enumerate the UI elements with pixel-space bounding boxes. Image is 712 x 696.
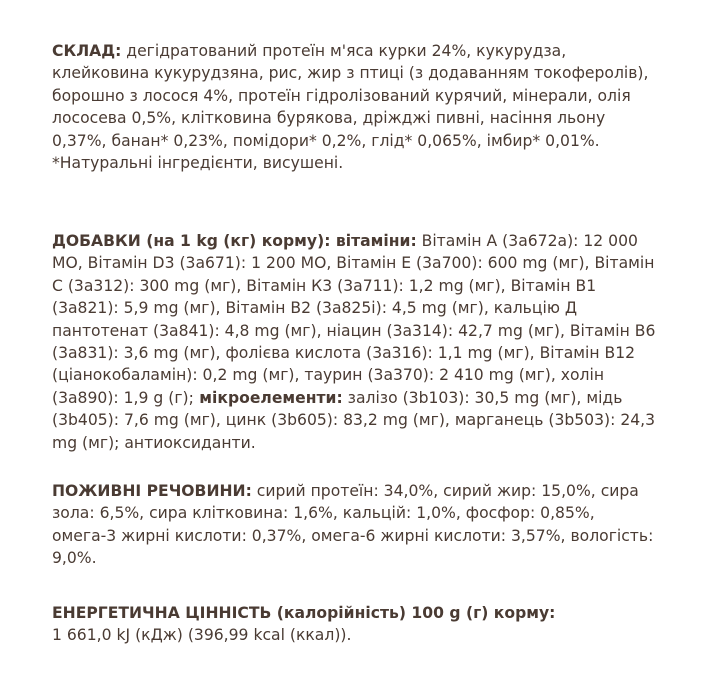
ingredients-paragraph <box>52 40 662 152</box>
micro-label: мікроелементи: <box>193 388 343 407</box>
nutrients-heading: ПОЖИВНІ РЕЧОВИНИ: <box>52 482 252 500</box>
energy-heading: ЕНЕРГЕТИЧНА ЦІННІСТЬ (калорійність) 100 g (г) корму: <box>52 604 556 622</box>
nutrients-section <box>52 480 662 570</box>
micro-text: залізо (3b103): 30,5 mg (мг), мідь (3b405): 7,6 mg (мг), цинк (3b605): 83,2 mg (мг), марганець (3b503): 24,3 mg (мг); антиоксиданти. <box>52 388 656 452</box>
nutrients-text: сирий протеїн: 34,0%, сирий жир: 15,0%, сира зола: 6,5%, сира клітковина: 1,6%, кальцій: 1,0%, фосфор: 0,85%, омега-3 жирні кислоти: 0,37%, омега-6 жирні кислоти: 3,57%, вологість: 9,0%. <box>52 482 654 568</box>
energy-text: 1 661,0 kJ (кДж) (396,99 kcal (ккал)). <box>52 626 352 645</box>
ingredients-note: *Натуральні інгредієнти, висушені. <box>52 154 344 173</box>
energy-section <box>52 602 662 647</box>
vitamins-label: вітаміни: <box>330 232 417 250</box>
additives-section <box>52 230 662 454</box>
ingredients-heading: СКЛАД: <box>52 42 122 60</box>
ingredients-text: дегідратований протеїн м'яса курки 24%, кукурудза, клейковина кукурудзяна, рис, жир з птиці (з додаванням токоферолів), борошно з лосося 4%, протеїн гідролізований курячий, мінерали, олія лососева 0,5%, клітковина бурякова, дріжджі пивні, насіння льону 0,37%, банан* 0,23%, помідори* 0,2%, глід* 0,065%, імбир* 0,01%. <box>52 42 649 150</box>
nutrients-paragraph <box>52 480 662 570</box>
additives-paragraph <box>52 230 662 454</box>
ingredients-section <box>52 40 662 174</box>
additives-heading: ДОБАВКИ (на 1 kg (кг) корму): <box>52 232 331 250</box>
vitamins-text: Вітамін А (3а672а): 12 000 МО, Вітамін D3 (3а671): 1 200 МО, Вітамін Е (3а700): 600 mg (мг), Вітамін С (3а312): 300 mg (мг), Вітамін К3 (3а711): 1,2 mg (мг), Вітамін В1 (3а821): 5,9 mg (мг), Вітамін В2 (3а825і): 4,5 mg (мг), кальцію Д пантотенат (3а841): 4,8 mg (мг), ніацин (3а314): 42,7 mg (мг), Вітамін В6 (3а831): 3,6 mg (мг), фолієва кислота (3а316): 1,1 mg (мг), Вітамін В12 (ціанокобаламін): 0,2 mg (мг), таурин (3а370): 2 410 mg (мг), холін (3а890): 1,9 g (г); <box>52 232 656 407</box>
